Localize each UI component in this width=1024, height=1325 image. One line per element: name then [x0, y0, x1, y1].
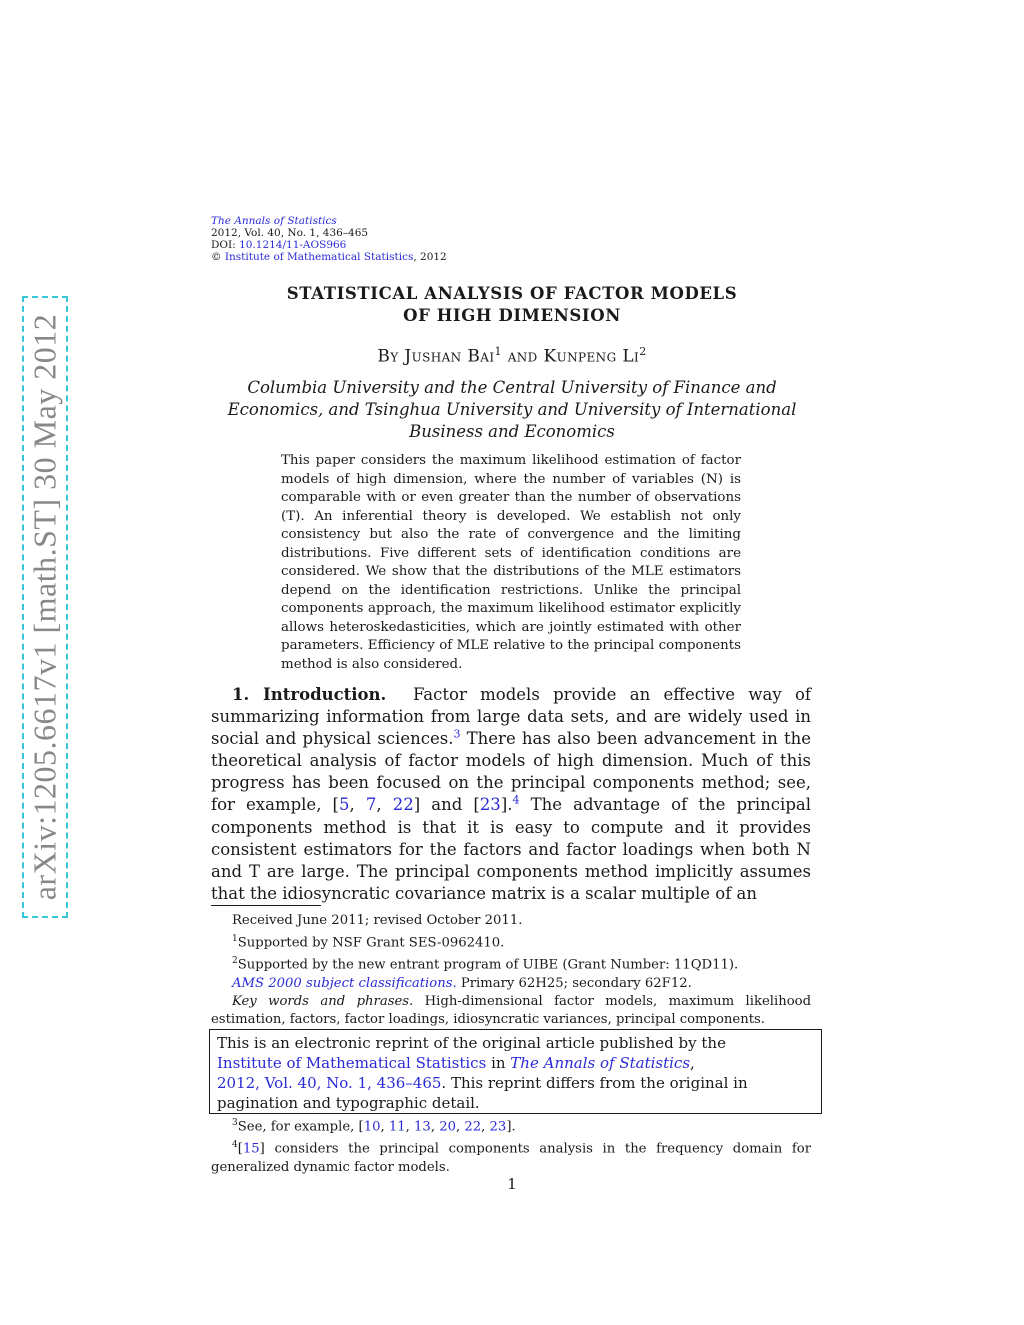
author-1-mark: 1: [494, 345, 502, 358]
footnote-4-ref[interactable]: 4: [512, 793, 520, 807]
bottom-footnotes: [211, 1114, 811, 1177]
reprint-in: in: [486, 1054, 511, 1072]
footnote-1-text: Supported by NSF Grant SES-0962410.: [237, 935, 505, 951]
footnote-3-text: See, for example, [: [237, 1119, 364, 1135]
arxiv-stamp-text[interactable]: arXiv:1205.6617v1 [math.ST] 30 May 2012: [26, 313, 63, 901]
received-note: Received June 2011; revised October 2011.: [232, 913, 523, 928]
reprint-body: [217, 1053, 814, 1113]
copyright-icon: ©: [211, 251, 222, 263]
cite-sep: ,: [349, 795, 366, 815]
reprint-rest: . This reprint differs from the original in pagination and typographic detail.: [217, 1074, 748, 1112]
footnote-3-mark: 3: [232, 1118, 238, 1128]
keywords-label: Key words and phrases.: [232, 993, 414, 1009]
cite-sep: ,: [455, 1119, 465, 1135]
cite-23[interactable]: 23: [479, 795, 501, 815]
page-number: 1: [507, 1175, 517, 1193]
doi-line: [211, 239, 447, 251]
footnote-3: [211, 1114, 811, 1136]
cite-22[interactable]: 22: [464, 1119, 482, 1135]
reprint-issue-link[interactable]: 2012, Vol. 40, No. 1, 436–465: [217, 1074, 442, 1092]
journal-name-link[interactable]: The Annals of Statistics: [211, 215, 337, 227]
arxiv-stamp: [22, 296, 68, 918]
cite-sep: ,: [481, 1119, 490, 1135]
reprint-journal-link[interactable]: The Annals of Statistics: [510, 1054, 691, 1072]
affiliation: Columbia University and the Central University of Finance and Economics, and Tsinghua University and University of International Business and Economics: [227, 378, 797, 441]
footnote-3-close: ].: [506, 1119, 516, 1135]
cite-22[interactable]: 22: [392, 795, 414, 815]
introduction-paragraph: [211, 684, 811, 905]
cite-23[interactable]: 23: [489, 1119, 507, 1135]
front-matter-notes: [211, 912, 811, 1029]
cite-sep: ,: [376, 795, 393, 815]
copyright-line: [211, 251, 447, 263]
cite-sep: ,: [405, 1119, 415, 1135]
publisher-link[interactable]: Institute of Mathematical Statistics: [224, 251, 414, 263]
reprint-comma: ,: [690, 1054, 695, 1072]
and-label: and: [507, 346, 538, 367]
cite-sep: ,: [380, 1119, 389, 1135]
footnote-2: [211, 952, 811, 974]
reprint-publisher-link[interactable]: Institute of Mathematical Statistics: [217, 1054, 487, 1072]
footnote-3-ref[interactable]: 3: [453, 727, 461, 741]
abstract: This paper considers the maximum likelihood estimation of factor models of high dimension, where the number of variables (N) is comparable with or even greater than the number of observations (T). An inferential theory is developed. We establish not only consistency but also the rate of convergence and the limiting distributions. Five different sets of identification conditions are considered. We show that the distributions of the MLE estimators depend on the identification restrictions. Unlike the principal components approach, the maximum likelihood estimator explicitly allows heteroskedasticities, which are jointly estimated with other parameters. Efficiency of MLE relative to the principal components method is also considered.: [281, 453, 741, 672]
intro-text-5: The advantage of the principal components method is that it is easy to compute and it provides consistent estimators for the factors and factor loadings when both N and T are large. The principal components method implicitly assumes that the idiosyncratic covariance matrix is a scalar multiple of an: [211, 795, 812, 903]
footnote-4: [211, 1136, 811, 1176]
cite-sep: ,: [430, 1119, 440, 1135]
footnote-4-text: ] considers the principal components analysis in the frequency domain for generalized dynamic factor models.: [211, 1141, 811, 1175]
section-heading: 1. Introduction.: [232, 685, 387, 704]
intro-text-2: There has also been advancement in the theoretical analysis of factor models of high dimension. Much of this progress has been focused on the principal components method; see, for example, [: [211, 729, 811, 815]
footnote-2-mark: 2: [232, 956, 238, 967]
author-1: Jushan Bai: [404, 346, 495, 367]
intro-text-4: ].: [500, 795, 513, 815]
footnote-rule: [211, 905, 321, 906]
ams-classification-text: Primary 62H25; secondary 62F12.: [456, 975, 692, 991]
footnote-4-open: [: [237, 1141, 243, 1157]
cite-7[interactable]: 7: [365, 795, 377, 815]
keywords-text: High-dimensional factor models, maximum likelihood estimation, factors, factor loadings, idiosyncratic variances, principal components.: [211, 993, 812, 1027]
cite-15[interactable]: 15: [242, 1141, 260, 1157]
ams-classification: [211, 975, 811, 993]
copyright-year: , 2012: [413, 251, 447, 263]
reprint-line-1: This is an electronic reprint of the original article published by the: [217, 1034, 726, 1052]
title-line-1: STATISTICAL ANALYSIS OF FACTOR MODELS: [286, 284, 738, 303]
paper-title: [0, 283, 1024, 327]
cite-13[interactable]: 13: [414, 1119, 431, 1135]
authors-line: [0, 345, 1024, 367]
reprint-notice-box: [209, 1029, 822, 1114]
author-2-mark: 2: [639, 345, 647, 358]
journal-volume-line: 2012, Vol. 40, No. 1, 436–465: [211, 227, 369, 239]
footnote-4-mark: 4: [232, 1140, 238, 1151]
footnote-1-mark: 1: [232, 934, 238, 944]
cite-5[interactable]: 5: [338, 795, 350, 815]
intro-text-1: Factor models provide an effective way of summarizing information from large data sets, and are widely used in social and physical sciences.: [211, 685, 811, 749]
cite-10[interactable]: 10: [363, 1119, 381, 1135]
cite-20[interactable]: 20: [439, 1119, 456, 1135]
cite-11[interactable]: 11: [388, 1119, 406, 1135]
title-line-2: OF HIGH DIMENSION: [403, 306, 621, 325]
ams-classification-link[interactable]: AMS 2000 subject classifications.: [232, 975, 457, 991]
intro-text-3: ] and [: [413, 795, 480, 815]
footnote-1: [211, 930, 811, 952]
doi-link[interactable]: 10.1214/11-AOS966: [239, 239, 347, 251]
by-label: By: [377, 346, 399, 367]
doi-label: DOI:: [211, 239, 236, 251]
keywords: [211, 993, 811, 1029]
author-2: Kunpeng Li: [543, 346, 640, 367]
journal-header: [211, 215, 447, 263]
footnote-2-text: Supported by the new entrant program of UIBE (Grant Number: 11QD11).: [237, 957, 739, 973]
